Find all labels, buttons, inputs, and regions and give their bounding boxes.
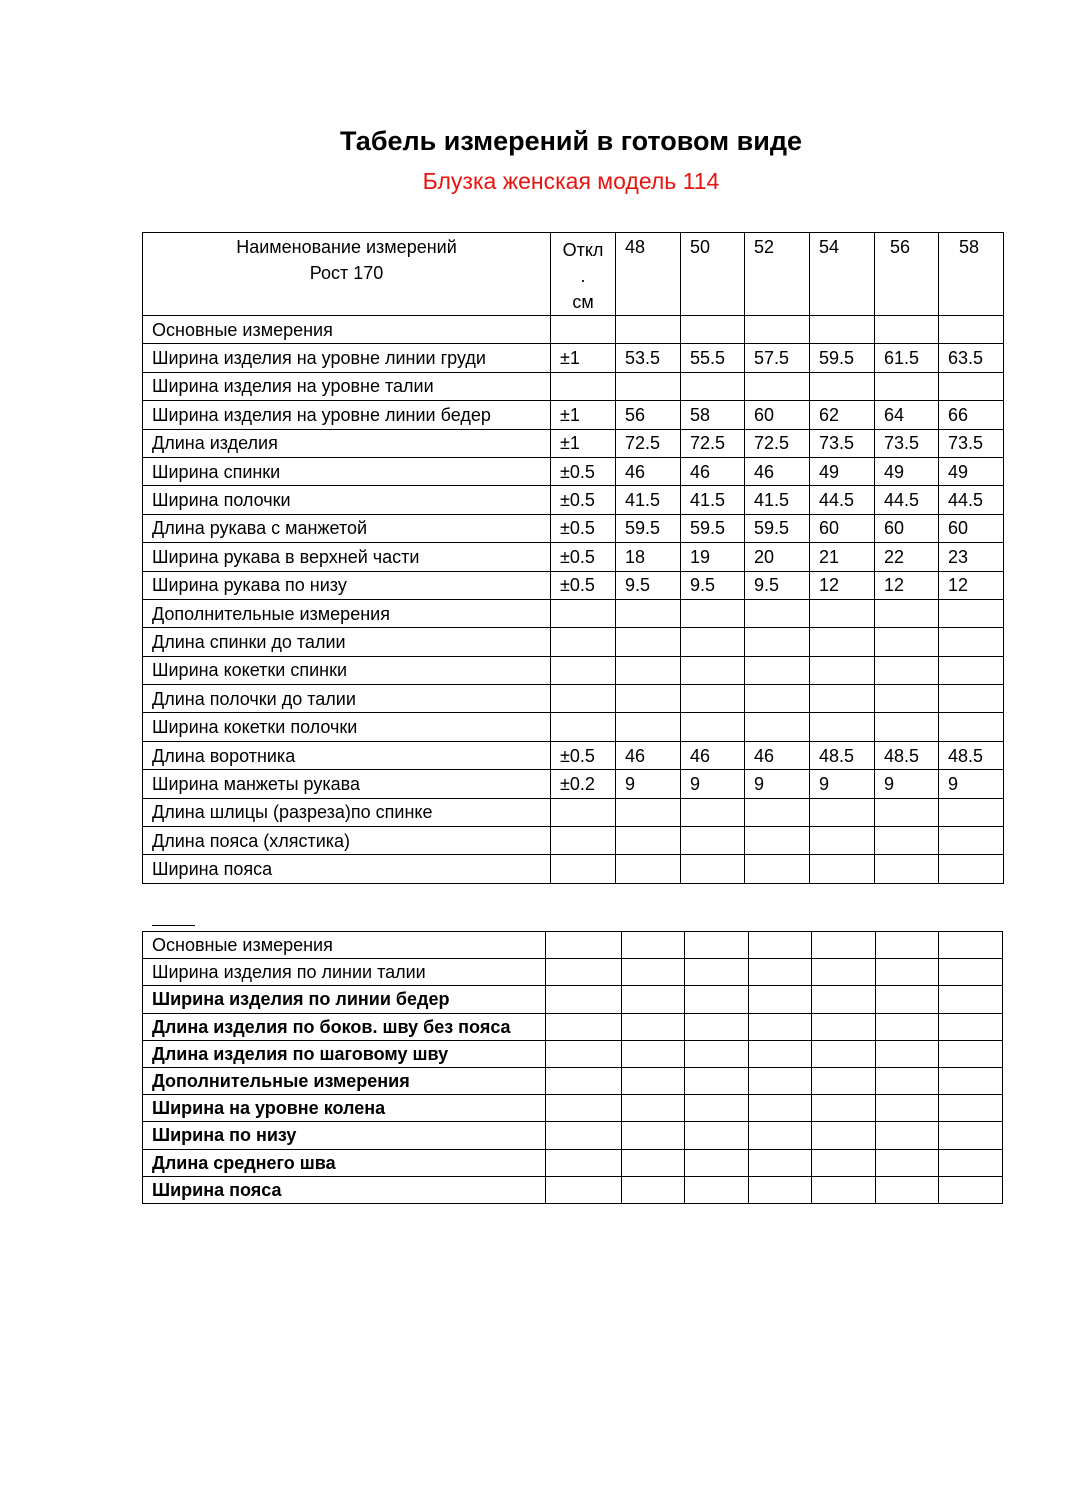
- table-row: [143, 1040, 1003, 1067]
- table-row: [143, 316, 1004, 344]
- size-value-cell: [939, 656, 1004, 684]
- second-measurements-table: [142, 931, 1003, 1204]
- size-value-cell: [681, 827, 745, 855]
- empty-value-cell: [876, 1013, 939, 1040]
- header-deviation-cell: [551, 233, 616, 316]
- size-value-cell: 9: [810, 770, 875, 798]
- empty-value-cell: [812, 1095, 876, 1122]
- measurement-name-cell: Длина пояса (хлястика): [143, 827, 551, 855]
- size-value-cell: [939, 372, 1004, 400]
- table-row: [143, 986, 1003, 1013]
- size-value-cell: 22: [875, 543, 939, 571]
- table-row: [143, 514, 1004, 542]
- measurement-name-cell: Длина воротника: [143, 741, 551, 769]
- table-row: [143, 656, 1004, 684]
- size-value-cell: 9: [745, 770, 810, 798]
- table-row: [143, 571, 1004, 599]
- size-value-cell: 9.5: [745, 571, 810, 599]
- empty-value-cell: [546, 1122, 622, 1149]
- measurement-name-cell: Ширина пояса: [143, 855, 551, 883]
- measurement-name-cell: Ширина изделия на уровне линии груди: [143, 344, 551, 372]
- empty-value-cell: [812, 959, 876, 986]
- size-value-cell: [939, 713, 1004, 741]
- size-value-cell: [681, 798, 745, 826]
- measurement-name-cell: Ширина кокетки спинки: [143, 656, 551, 684]
- size-value-cell: 72.5: [745, 429, 810, 457]
- size-value-cell: [616, 713, 681, 741]
- size-value-cell: 60: [810, 514, 875, 542]
- size-value-cell: [875, 685, 939, 713]
- empty-value-cell: [939, 1149, 1003, 1176]
- table-row: [143, 855, 1004, 883]
- size-value-cell: [939, 628, 1004, 656]
- size-value-cell: [616, 316, 681, 344]
- table-row: [143, 741, 1004, 769]
- header-size-50: 50: [681, 233, 745, 316]
- measurement-name-cell: Длина среднего шва: [143, 1149, 546, 1176]
- size-value-cell: 48.5: [875, 741, 939, 769]
- size-value-cell: [681, 855, 745, 883]
- size-value-cell: [875, 656, 939, 684]
- size-value-cell: [681, 713, 745, 741]
- size-value-cell: 9: [875, 770, 939, 798]
- empty-value-cell: [749, 1149, 812, 1176]
- empty-value-cell: [546, 1067, 622, 1094]
- table-row: [143, 713, 1004, 741]
- empty-value-cell: [546, 1149, 622, 1176]
- size-value-cell: [681, 372, 745, 400]
- size-value-cell: 23: [939, 543, 1004, 571]
- size-value-cell: 46: [681, 457, 745, 485]
- size-value-cell: 9: [939, 770, 1004, 798]
- size-value-cell: [745, 713, 810, 741]
- size-value-cell: 73.5: [939, 429, 1004, 457]
- deviation-cell: [551, 628, 616, 656]
- measurement-name-cell: Основные измерения: [143, 316, 551, 344]
- size-value-cell: 72.5: [616, 429, 681, 457]
- table-row: [143, 932, 1003, 959]
- empty-value-cell: [812, 1122, 876, 1149]
- size-value-cell: [875, 599, 939, 627]
- measurement-name-cell: Длина шлицы (разреза)по спинке: [143, 798, 551, 826]
- table-row: [143, 959, 1003, 986]
- header-deviation-line3: см: [572, 292, 594, 312]
- table-row: [143, 599, 1004, 627]
- empty-value-cell: [622, 986, 685, 1013]
- size-value-cell: [681, 628, 745, 656]
- table-row: [143, 1067, 1003, 1094]
- size-value-cell: [681, 599, 745, 627]
- empty-value-cell: [546, 932, 622, 959]
- deviation-cell: [551, 798, 616, 826]
- measurement-name-cell: Ширина изделия по линии талии: [143, 959, 546, 986]
- empty-value-cell: [685, 1067, 749, 1094]
- table-row: [143, 344, 1004, 372]
- header-name-cell: [143, 233, 551, 316]
- size-value-cell: [810, 628, 875, 656]
- measurement-name-cell: Ширина на уровне колена: [143, 1095, 546, 1122]
- size-value-cell: [810, 827, 875, 855]
- size-value-cell: 21: [810, 543, 875, 571]
- empty-value-cell: [685, 1095, 749, 1122]
- deviation-cell: [551, 713, 616, 741]
- empty-value-cell: [685, 1040, 749, 1067]
- header-size-58: 58: [939, 233, 1004, 316]
- size-value-cell: [616, 827, 681, 855]
- measurement-name-cell: Ширина изделия на уровне талии: [143, 372, 551, 400]
- table-row: [143, 770, 1004, 798]
- measurement-name-cell: Длина рукава с манжетой: [143, 514, 551, 542]
- empty-value-cell: [622, 932, 685, 959]
- empty-value-cell: [685, 1149, 749, 1176]
- size-value-cell: [939, 599, 1004, 627]
- table-row: [143, 429, 1004, 457]
- size-value-cell: [681, 316, 745, 344]
- size-value-cell: 60: [875, 514, 939, 542]
- empty-value-cell: [546, 1176, 622, 1203]
- size-value-cell: 53.5: [616, 344, 681, 372]
- size-value-cell: 9: [681, 770, 745, 798]
- size-value-cell: [745, 599, 810, 627]
- size-value-cell: 49: [875, 457, 939, 485]
- measurement-name-cell: Длина спинки до талии: [143, 628, 551, 656]
- size-value-cell: 12: [875, 571, 939, 599]
- size-value-cell: 59.5: [616, 514, 681, 542]
- deviation-cell: ±0.5: [551, 741, 616, 769]
- empty-value-cell: [812, 932, 876, 959]
- empty-value-cell: [939, 932, 1003, 959]
- deviation-cell: ±1: [551, 344, 616, 372]
- size-value-cell: 44.5: [810, 486, 875, 514]
- size-value-cell: 58: [681, 401, 745, 429]
- empty-value-cell: [749, 1013, 812, 1040]
- measurements-table: [142, 232, 1004, 884]
- empty-value-cell: [749, 1040, 812, 1067]
- deviation-cell: ±0.5: [551, 486, 616, 514]
- size-value-cell: [745, 827, 810, 855]
- size-value-cell: 59.5: [810, 344, 875, 372]
- empty-value-cell: [685, 1176, 749, 1203]
- size-value-cell: [616, 628, 681, 656]
- size-value-cell: 46: [745, 741, 810, 769]
- size-value-cell: 44.5: [875, 486, 939, 514]
- size-value-cell: 63.5: [939, 344, 1004, 372]
- empty-value-cell: [546, 1095, 622, 1122]
- size-value-cell: [745, 798, 810, 826]
- page-subtitle: Блузка женская модель 114: [422, 168, 720, 194]
- size-value-cell: [939, 685, 1004, 713]
- page-title: Табель измерений в готовом виде: [339, 126, 802, 156]
- size-value-cell: [745, 628, 810, 656]
- empty-value-cell: [622, 1067, 685, 1094]
- empty-value-cell: [622, 959, 685, 986]
- table-row: [143, 1176, 1003, 1203]
- deviation-cell: [551, 827, 616, 855]
- size-value-cell: 49: [810, 457, 875, 485]
- measurement-name-cell: Ширина кокетки полочки: [143, 713, 551, 741]
- size-value-cell: 56: [616, 401, 681, 429]
- size-value-cell: 18: [616, 543, 681, 571]
- empty-value-cell: [876, 932, 939, 959]
- header-size-52: 52: [745, 233, 810, 316]
- table-row: [143, 401, 1004, 429]
- size-value-cell: 55.5: [681, 344, 745, 372]
- empty-value-cell: [685, 959, 749, 986]
- size-value-cell: 20: [745, 543, 810, 571]
- empty-value-cell: [876, 1067, 939, 1094]
- measurement-name-cell: Ширина полочки: [143, 486, 551, 514]
- header-name-label: Наименование измерений: [236, 237, 457, 257]
- empty-value-cell: [876, 1149, 939, 1176]
- size-value-cell: 62: [810, 401, 875, 429]
- size-value-cell: 46: [616, 741, 681, 769]
- measurement-name-cell: Основные измерения: [143, 932, 546, 959]
- size-value-cell: [745, 685, 810, 713]
- empty-value-cell: [546, 1040, 622, 1067]
- size-value-cell: [681, 656, 745, 684]
- measurement-name-cell: Ширина манжеты рукава: [143, 770, 551, 798]
- deviation-cell: [551, 599, 616, 627]
- deviation-cell: ±0.5: [551, 457, 616, 485]
- header-deviation-line2: .: [580, 266, 586, 286]
- table-row: [143, 827, 1004, 855]
- deviation-cell: ±0.5: [551, 514, 616, 542]
- size-value-cell: 66: [939, 401, 1004, 429]
- empty-value-cell: [939, 1095, 1003, 1122]
- empty-value-cell: [939, 1013, 1003, 1040]
- table-row: [143, 372, 1004, 400]
- size-value-cell: [875, 798, 939, 826]
- empty-value-cell: [939, 959, 1003, 986]
- table-row: [143, 457, 1004, 485]
- empty-value-cell: [622, 1040, 685, 1067]
- deviation-cell: [551, 685, 616, 713]
- empty-value-cell: [749, 1176, 812, 1203]
- size-value-cell: 41.5: [681, 486, 745, 514]
- size-value-cell: [875, 372, 939, 400]
- size-value-cell: [810, 798, 875, 826]
- header-deviation-line1: Откл: [562, 240, 604, 260]
- empty-value-cell: [749, 932, 812, 959]
- deviation-cell: [551, 656, 616, 684]
- size-value-cell: [810, 713, 875, 741]
- measurement-name-cell: Ширина пояса: [143, 1176, 546, 1203]
- table-header-row: [143, 233, 1004, 316]
- size-value-cell: [939, 827, 1004, 855]
- size-value-cell: [810, 316, 875, 344]
- size-value-cell: 12: [810, 571, 875, 599]
- empty-value-cell: [685, 932, 749, 959]
- empty-value-cell: [546, 1013, 622, 1040]
- size-value-cell: [616, 599, 681, 627]
- table-row: [143, 685, 1004, 713]
- empty-value-cell: [622, 1095, 685, 1122]
- size-value-cell: 64: [875, 401, 939, 429]
- deviation-cell: ±1: [551, 401, 616, 429]
- deviation-cell: ±0.5: [551, 543, 616, 571]
- size-value-cell: [616, 798, 681, 826]
- empty-value-cell: [622, 1149, 685, 1176]
- table-row: [143, 798, 1004, 826]
- deviation-cell: ±0.2: [551, 770, 616, 798]
- size-value-cell: [939, 316, 1004, 344]
- empty-value-cell: [876, 1040, 939, 1067]
- empty-value-cell: [812, 1149, 876, 1176]
- size-value-cell: 9.5: [616, 571, 681, 599]
- size-value-cell: [875, 316, 939, 344]
- table-row: [143, 543, 1004, 571]
- size-value-cell: [681, 685, 745, 713]
- size-value-cell: [616, 685, 681, 713]
- empty-value-cell: [685, 1013, 749, 1040]
- size-value-cell: 73.5: [875, 429, 939, 457]
- size-value-cell: [939, 798, 1004, 826]
- size-value-cell: [875, 855, 939, 883]
- size-value-cell: 48.5: [939, 741, 1004, 769]
- empty-value-cell: [685, 1122, 749, 1149]
- size-value-cell: 59.5: [681, 514, 745, 542]
- deviation-cell: [551, 316, 616, 344]
- size-value-cell: [745, 855, 810, 883]
- empty-value-cell: [812, 1013, 876, 1040]
- empty-value-cell: [622, 1176, 685, 1203]
- empty-value-cell: [685, 986, 749, 1013]
- empty-value-cell: [876, 1095, 939, 1122]
- size-value-cell: [745, 656, 810, 684]
- measurement-name-cell: Длина изделия по боков. шву без пояса: [143, 1013, 546, 1040]
- measurement-name-cell: Дополнительные измерения: [143, 599, 551, 627]
- measurement-name-cell: Длина изделия по шаговому шву: [143, 1040, 546, 1067]
- table-row: [143, 1095, 1003, 1122]
- header-size-54: 54: [810, 233, 875, 316]
- size-value-cell: 48.5: [810, 741, 875, 769]
- empty-value-cell: [546, 959, 622, 986]
- empty-value-cell: [749, 1095, 812, 1122]
- empty-value-cell: [939, 1122, 1003, 1149]
- empty-value-cell: [749, 959, 812, 986]
- size-value-cell: [875, 827, 939, 855]
- size-value-cell: [616, 656, 681, 684]
- size-value-cell: [745, 372, 810, 400]
- empty-value-cell: [812, 1176, 876, 1203]
- empty-value-cell: [546, 986, 622, 1013]
- size-value-cell: 9: [616, 770, 681, 798]
- deviation-cell: ±1: [551, 429, 616, 457]
- measurement-name-cell: Длина изделия: [143, 429, 551, 457]
- measurement-name-cell: Дополнительные измерения: [143, 1067, 546, 1094]
- table-row: [143, 1122, 1003, 1149]
- measurement-name-cell: Ширина изделия по линии бедер: [143, 986, 546, 1013]
- size-value-cell: [810, 599, 875, 627]
- table-row: [143, 1149, 1003, 1176]
- empty-value-cell: [876, 1122, 939, 1149]
- size-value-cell: 73.5: [810, 429, 875, 457]
- deviation-cell: [551, 372, 616, 400]
- size-value-cell: 41.5: [745, 486, 810, 514]
- header-height-label: Рост 170: [309, 263, 384, 283]
- empty-value-cell: [876, 1176, 939, 1203]
- size-value-cell: [875, 713, 939, 741]
- size-value-cell: [810, 372, 875, 400]
- size-value-cell: 59.5: [745, 514, 810, 542]
- header-size-48: 48: [616, 233, 681, 316]
- size-value-cell: [745, 316, 810, 344]
- separator-rule: [152, 925, 195, 926]
- empty-value-cell: [749, 986, 812, 1013]
- size-value-cell: [810, 685, 875, 713]
- size-value-cell: 60: [745, 401, 810, 429]
- size-value-cell: 60: [939, 514, 1004, 542]
- empty-value-cell: [622, 1122, 685, 1149]
- size-value-cell: 46: [616, 457, 681, 485]
- size-value-cell: 44.5: [939, 486, 1004, 514]
- measurement-name-cell: Ширина рукава по низу: [143, 571, 551, 599]
- empty-value-cell: [812, 986, 876, 1013]
- measurement-name-cell: Ширина рукава в верхней части: [143, 543, 551, 571]
- size-value-cell: [810, 855, 875, 883]
- empty-value-cell: [749, 1067, 812, 1094]
- empty-value-cell: [876, 986, 939, 1013]
- size-value-cell: 57.5: [745, 344, 810, 372]
- table-row: [143, 1013, 1003, 1040]
- empty-value-cell: [812, 1067, 876, 1094]
- empty-value-cell: [939, 1176, 1003, 1203]
- empty-value-cell: [939, 986, 1003, 1013]
- measurement-name-cell: Ширина по низу: [143, 1122, 546, 1149]
- size-value-cell: [939, 855, 1004, 883]
- size-value-cell: 49: [939, 457, 1004, 485]
- size-value-cell: 12: [939, 571, 1004, 599]
- header-size-56: 56: [875, 233, 939, 316]
- size-value-cell: 19: [681, 543, 745, 571]
- empty-value-cell: [622, 1013, 685, 1040]
- size-value-cell: 41.5: [616, 486, 681, 514]
- empty-value-cell: [939, 1067, 1003, 1094]
- size-value-cell: 46: [681, 741, 745, 769]
- size-value-cell: 61.5: [875, 344, 939, 372]
- table-row: [143, 628, 1004, 656]
- deviation-cell: ±0.5: [551, 571, 616, 599]
- size-value-cell: [875, 628, 939, 656]
- size-value-cell: [810, 656, 875, 684]
- size-value-cell: 72.5: [681, 429, 745, 457]
- table-row: [143, 486, 1004, 514]
- size-value-cell: 9.5: [681, 571, 745, 599]
- size-value-cell: 46: [745, 457, 810, 485]
- measurement-name-cell: Длина полочки до талии: [143, 685, 551, 713]
- empty-value-cell: [876, 959, 939, 986]
- deviation-cell: [551, 855, 616, 883]
- size-value-cell: [616, 855, 681, 883]
- measurement-name-cell: Ширина спинки: [143, 457, 551, 485]
- empty-value-cell: [939, 1040, 1003, 1067]
- measurement-name-cell: Ширина изделия на уровне линии бедер: [143, 401, 551, 429]
- size-value-cell: [616, 372, 681, 400]
- empty-value-cell: [749, 1122, 812, 1149]
- empty-value-cell: [812, 1040, 876, 1067]
